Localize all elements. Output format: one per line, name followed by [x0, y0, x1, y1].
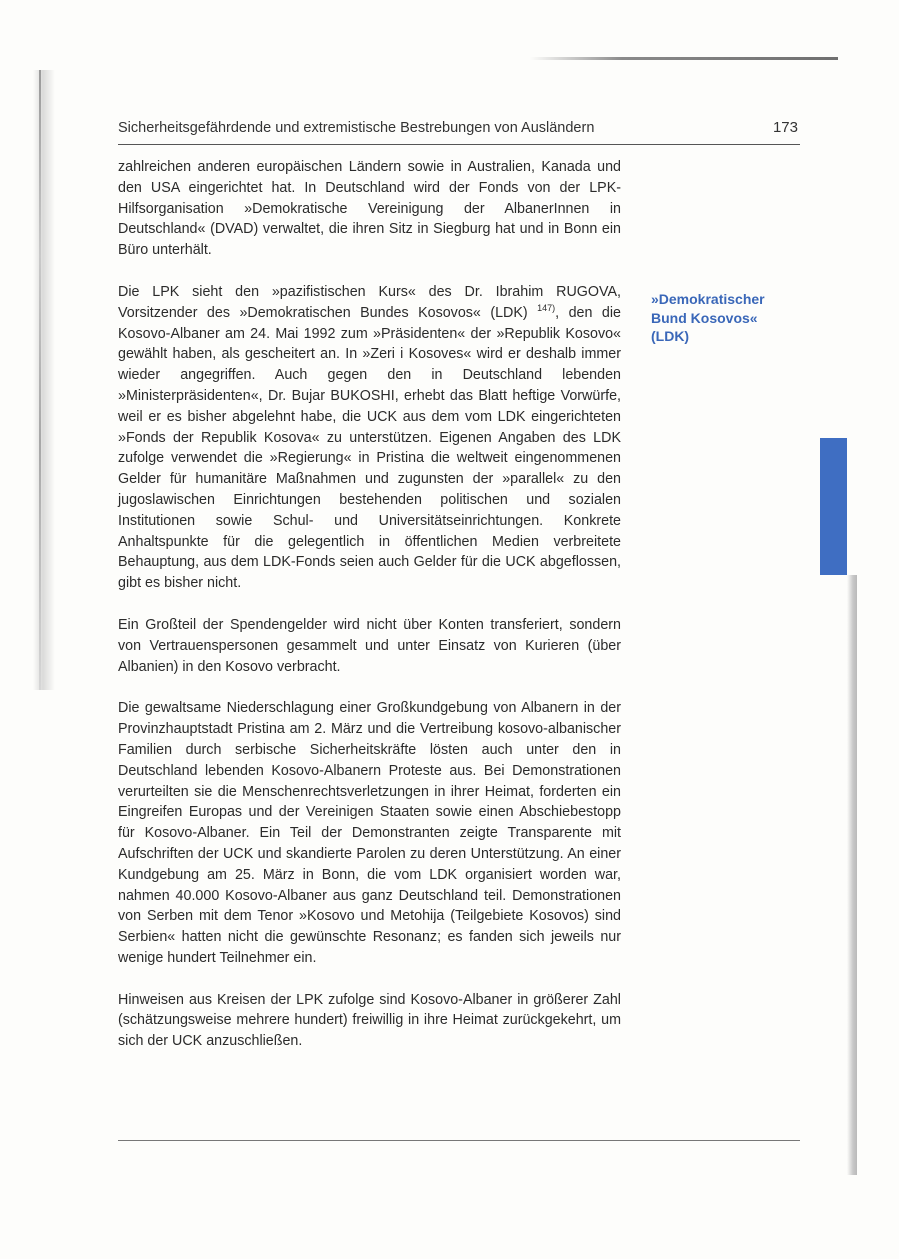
paragraph-ldk: [118, 282, 621, 594]
paragraph-demonstrationen: Die gewaltsame Niederschlagung einer Großkundgebung von Albanern in der Provinzhauptstadt Pristina am 2. März und die Vertreibung kosovo-albanischer Familien durch serbische Sicherheitskräfte lösten auch unter den in Deutschland lebenden Kosovo-Albanern Proteste aus. Bei Demonstrationen verurteilten sie die Menschenrechtsverletzungen in ihrer Heimat, forderten ein Eingreifen Europas und der Vereinigen Staaten sowie einen Abschiebestopp für Kosovo-Albaner. Ein Teil der Demonstranten zeigte Transparente mit Aufschriften der UCK und skandierte Parolen zu deren Unterstützung. An einer Kundgebung am 25. März in Bonn, die vom LDK organisiert worden war, nahmen 40.000 Kosovo-Albaner aus ganz Deutschland teil. Demonstrationen von Serben mit dem Tenor »Kosovo und Metohija (Teilgebiete Kosovos) sind Serbien« hatten nicht die gewünschte Resonanz; es fanden sich jeweils nur wenige hundert Teilnehmer ein.: [118, 700, 621, 966]
header-rule: [118, 144, 800, 145]
paragraph-ldk-rest: , den die Kosovo-Albaner am 24. Mai 1992 zum »Präsidenten« der »Republik Kosovo« gewählt haben, als gescheitert an. In »Zeri i Kosoves« wird er deshalb immer wieder angegriffen. Auch gegen den in Deutschland lebenden »Ministerpräsidenten«, Dr. Bujar BUKOSHI, erhebt das Blatt heftige Vorwürfe, weil er es bisher abgelehnt habe, die UCK aus dem vom LDK eingerichteten »Fonds der Republik Kosova« zu unterstützen. Eigenen Angaben des LDK zufolge verwendet die »Regierung« in Pristina die weltweit eingenommenen Gelder für humanitäre Maßnahmen und zugunsten der »parallel« zu den jugoslawischen Einrichtungen bestehenden politischen und sozialen Institutionen sowie Schul- und Universitätseinrichtungen. Konkrete Anhaltspunkte für die gelegentlich in öffentlichen Medien verbreitete Behauptung, aus dem LDK-Fonds seien auch Gelder für die UCK abgeflossen, gibt es bisher nicht.: [118, 304, 621, 592]
paragraph-rueckkehr: Hinweisen aus Kreisen der LPK zufolge sind Kosovo-Albaner in größerer Zahl (schätzungsweise mehrere hundert) freiwillig in ihre Heimat zurückgekehrt, um sich der UCK anzuschließen.: [118, 991, 621, 1050]
margin-note-line: (LDK): [651, 328, 690, 344]
footnote-reference: 147): [537, 303, 556, 314]
page-number: 173: [772, 119, 798, 136]
header-title: Sicherheitsgefährdende und extremistische Bestrebungen von Ausländern: [118, 120, 595, 136]
running-header: [118, 118, 800, 142]
scan-edge-right: [847, 575, 857, 1175]
margin-note-line: Bund Kosovos«: [651, 309, 758, 326]
paragraph-fonds: zahlreichen anderen europäischen Ländern sowie in Australien, Kanada und den USA eingerichtet hat. In Deutschland wird der Fonds von der LPK-Hilfsorganisation »Demokratische Vereinigung der AlbanerInnen in Deutschland« (DVAD) verwaltet, die ihren Sitz in Siegburg hat und in Bonn ein Büro unterhält.: [118, 159, 621, 259]
margin-note-line: »Demokratischer: [651, 291, 765, 307]
chapter-thumb-tab: [820, 438, 847, 575]
margin-note-ldk: [651, 290, 801, 346]
body-text: [118, 157, 621, 1073]
paragraph-spendengelder: Ein Großteil der Spendengelder wird nicht über Konten transferiert, sondern von Vertrauenspersonen gesammelt und unter Einsatz von Kurieren (über Albanien) in den Kosovo verbracht.: [118, 616, 621, 675]
scan-edge-left: [33, 70, 55, 690]
paragraph-ldk-start: Die LPK sieht den »pazifistischen Kurs« des Dr. Ibrahim RUGOVA, Vorsitzender des »Demokratischen Bundes Kosovos« (LDK): [118, 283, 621, 321]
bottom-rule: [118, 1140, 800, 1141]
scan-edge-top: [530, 57, 838, 60]
